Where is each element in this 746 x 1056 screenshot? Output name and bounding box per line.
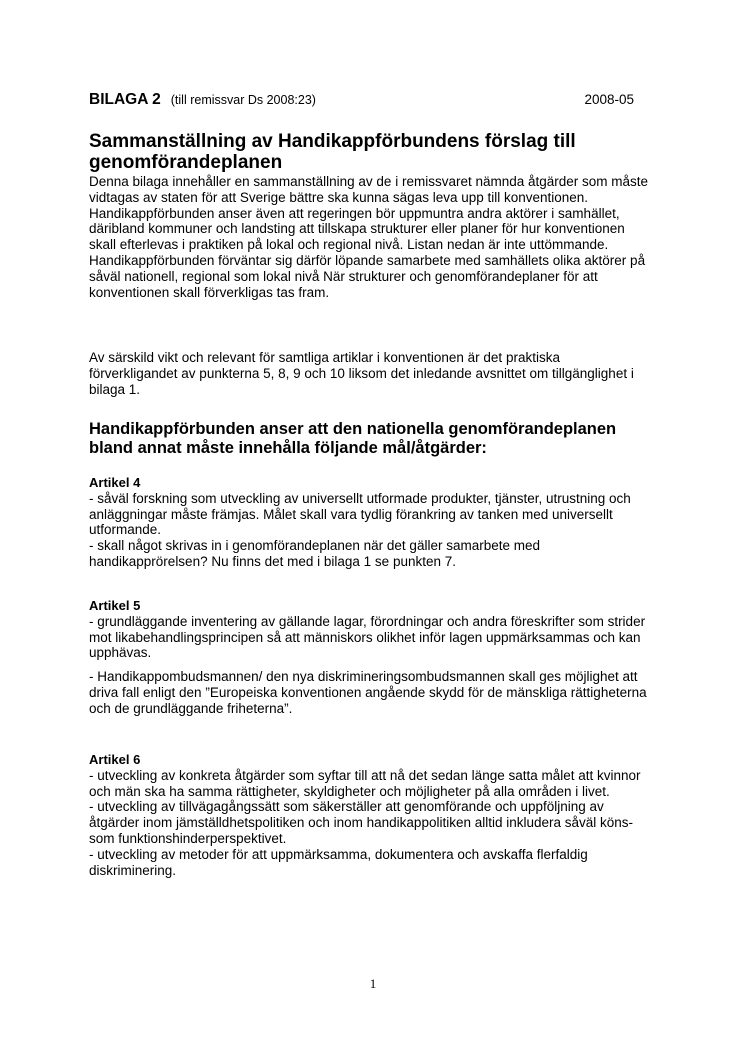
article-item: - utveckling av metoder för att uppmärksamma, dokumentera och avskaffa flerfaldig diskriminering. — [89, 846, 588, 878]
article-item: - skall något skrivas in i genomförandeplanen när det gäller samarbete med handikapprörelsen? Nu finns det med i bilaga 1 se punkten 7. — [89, 538, 540, 569]
intro-paragraph: Denna bilaga innehåller en sammanställning av de i remissvaret nämnda åtgärder som måste vidtagas av staten för att Sverige bättre ska kunna sägas leva upp till konventionen. Handikappförbunden anser även att regeringen bör uppmuntra andra aktörer i samhället, däribland kommuner och landsting att tillskapa strukturer eller planer för hur konventionen skall efterlevas i praktiken på lokal och regional nivå. Listan nedan är inte uttömmande. Handikappförbunden förväntar sig därför löpande samarbete med samhällets olika aktörer på såväl nationell, regional som lokal nivå När strukturer och genomförandeplaner för att konventionen skall förverkligas tas fram. — [89, 174, 649, 300]
document-date: 2008-05 — [584, 92, 634, 107]
article-item: - utveckling av konkreta åtgärder som syftar till att nå det sedan länge satta målet att kvinnor och män ska ha samma rättigheter, skyldigheter och möjligheter på alla områden i livet. — [89, 767, 641, 799]
article-item: - utveckling av tillvägagångssätt som säkerställer att genomförande och uppföljning av åtgärder inom jämställdhetspolitiken och inom handikappolitiken alltid inkludera såväl köns- som funktionshinderperspektivet. — [89, 799, 634, 846]
article-item: - Handikappombudsmannen/ den nya diskrimineringsombudsmannen skall ges möjlighet att driva fall enligt den ”Europeiska konventionen angående skydd för de mänskliga rättigheterna och de grundläggande friheterna”. — [89, 669, 647, 716]
page-number: 1 — [369, 976, 377, 991]
article-item: - såväl forskning som utveckling av universellt utformade produkter, tjänster, utrustning och anläggningar måste främjas. Målet skall vara tydlig förankring av tanken med universellt utformande. — [89, 490, 631, 538]
intro-paragraph-2: Av särskild vikt och relevant för samtliga artiklar i konventionen är det praktiska förverkligandet av punkterna 5, 8, 9 och 10 liksom det inledande avsnittet om tillgänglighet i bilaga 1. — [89, 350, 634, 397]
article-heading: Artikel 5 — [89, 598, 141, 613]
reference-note: (till remissvar Ds 2008:23) — [170, 93, 316, 107]
article-heading: Artikel 4 — [89, 475, 141, 490]
article-6 — [89, 752, 649, 878]
appendix-label: BILAGA 2 — [89, 91, 161, 108]
article-5 — [89, 598, 649, 717]
document-title: Sammanställning av Handikappförbundens förslag till genomförandeplanen — [89, 131, 576, 173]
article-item: - grundläggande inventering av gällande lagar, förordningar och andra föreskrifter som strider mot likabehandlingsprincipen så att människors olikhet inför lagen uppmärksammas och kan upphävas. — [89, 613, 646, 661]
article-heading: Artikel 6 — [89, 752, 141, 767]
article-4 — [89, 475, 649, 570]
section-heading: Handikappförbunden anser att den nationella genomförandeplanen bland annat måste innehålla följande mål/åtgärder: — [89, 420, 617, 457]
document-header — [89, 91, 634, 109]
